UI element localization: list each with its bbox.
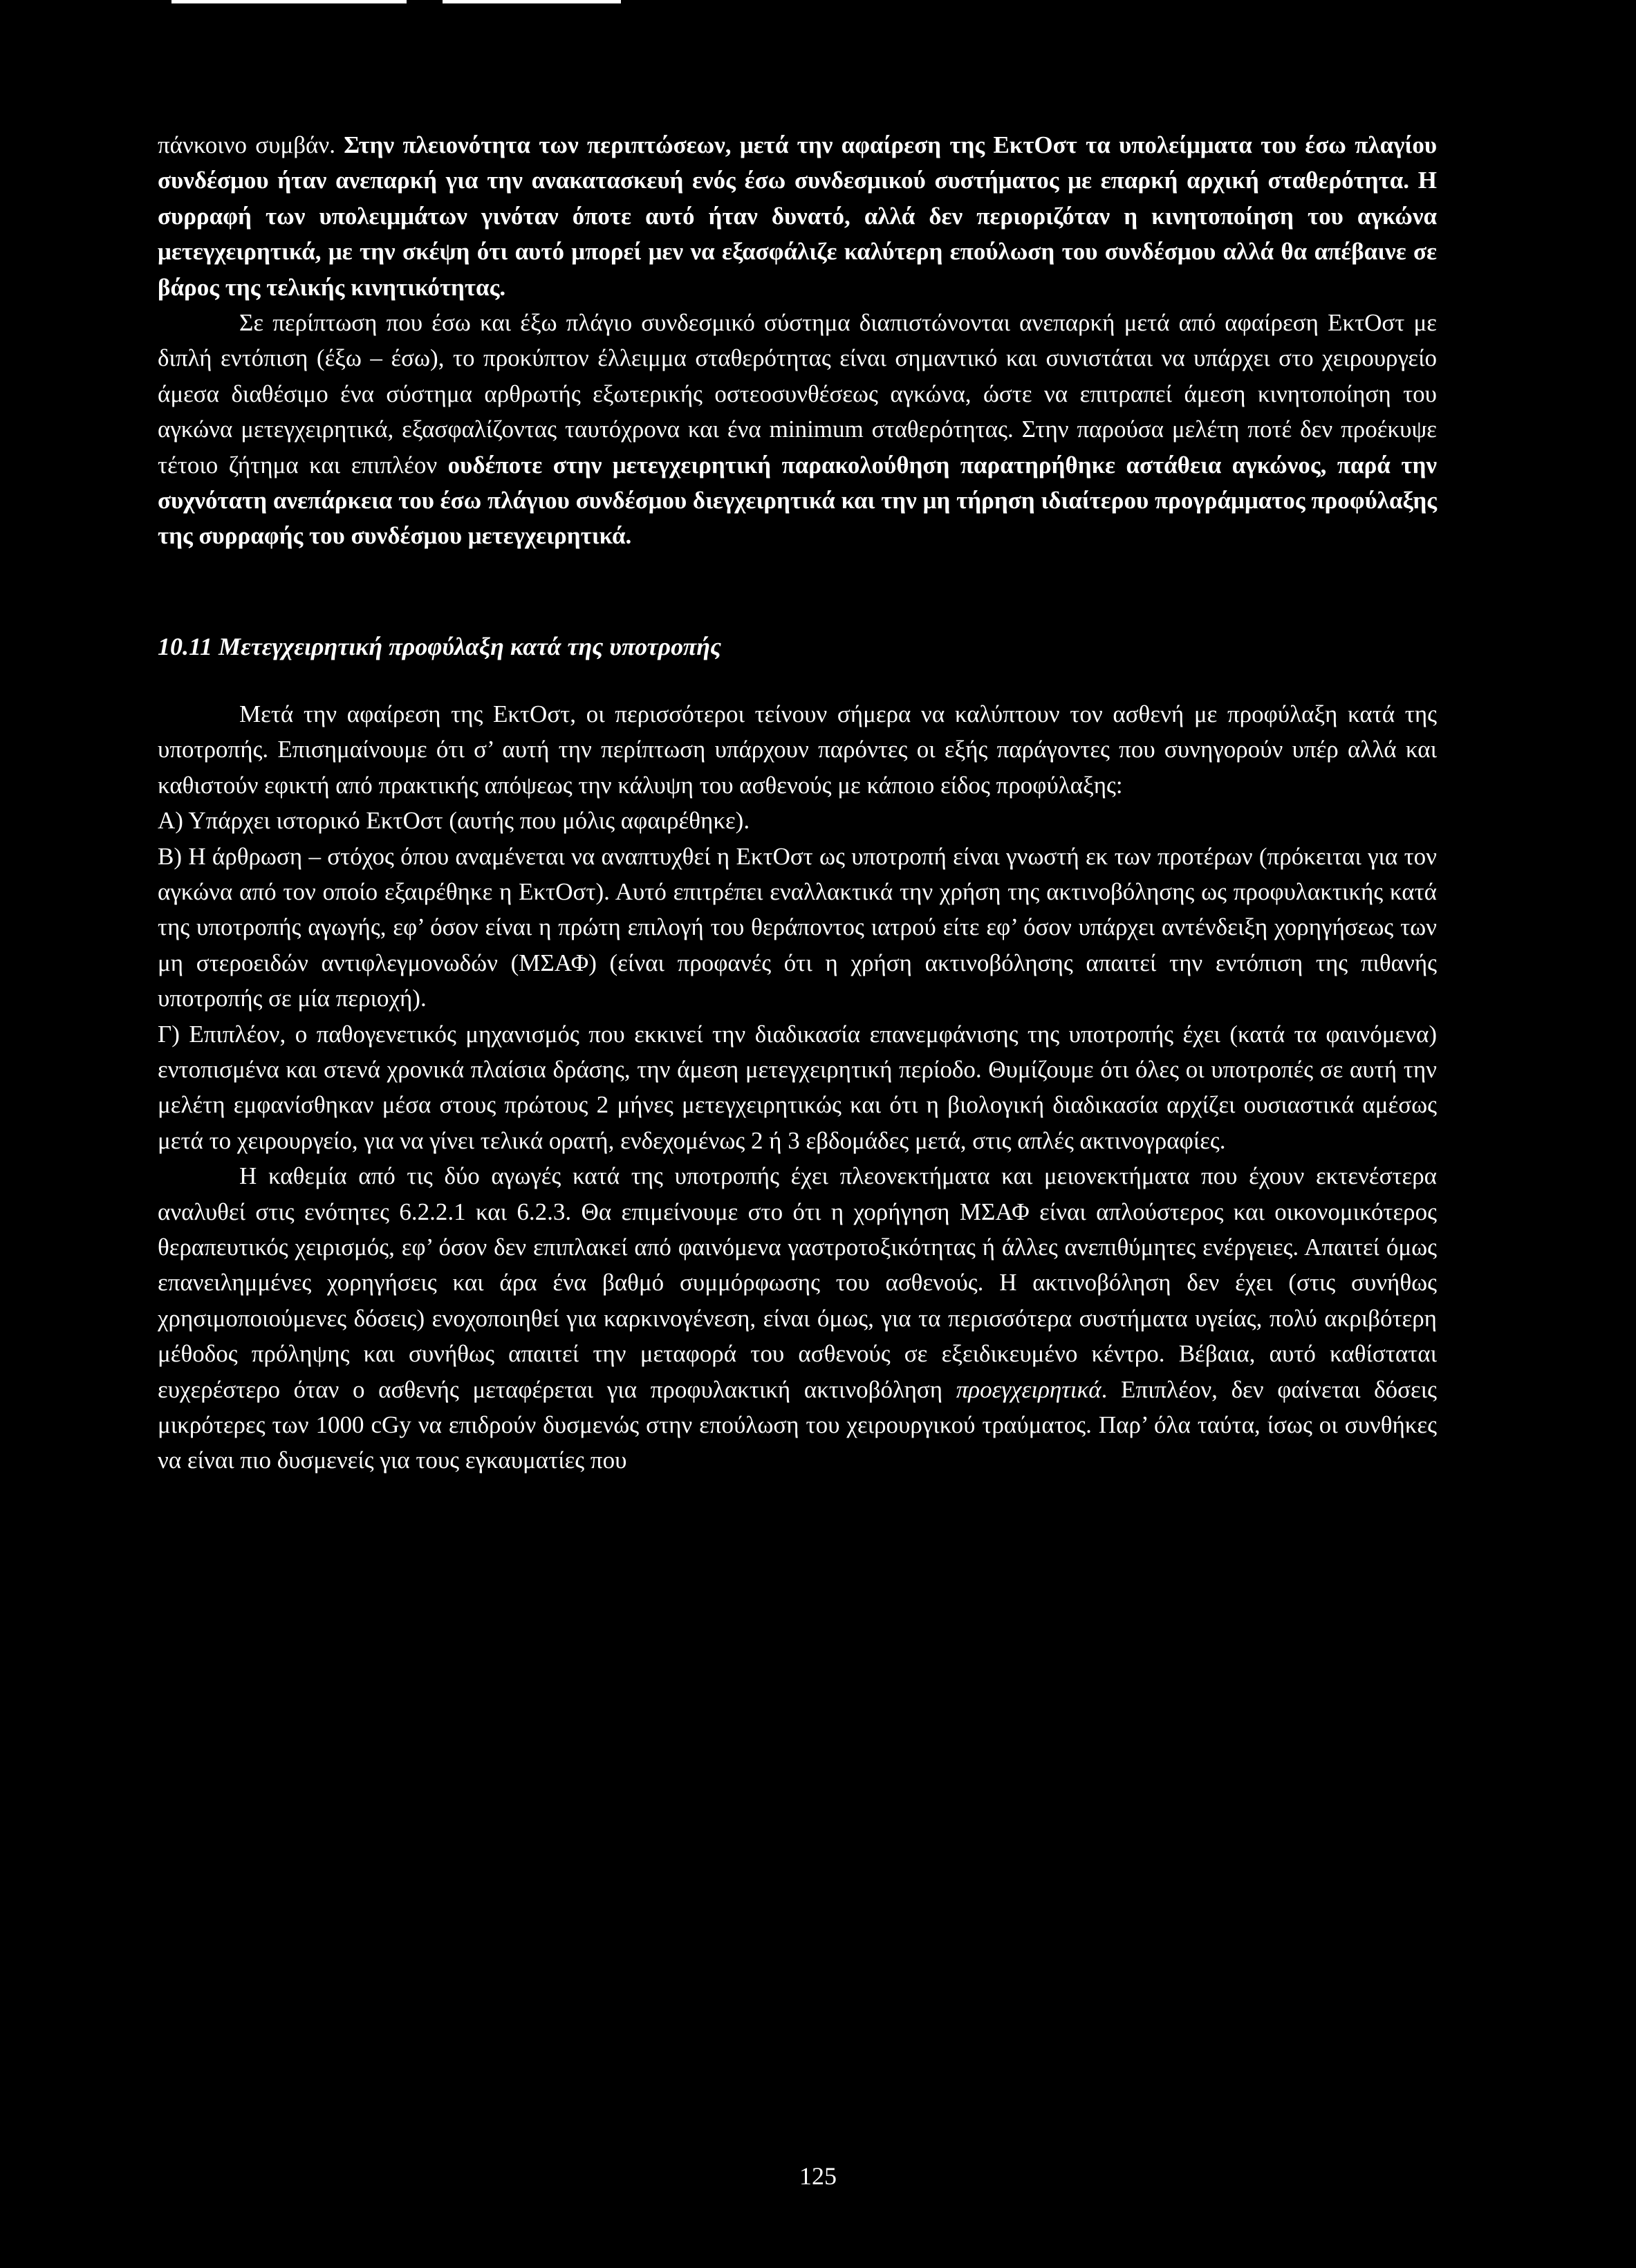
text-run: Β) Η άρθρωση – στόχος όπου αναμένεται να αναπτυχθεί η ΕκτΟστ ως υποτροπή είναι γνωστή εκ των προτέρων (πρόκειται για τον αγκώνα από τον οποίο εξαιρέθηκε η ΕκτΟστ). Αυτό επιτρέπει εναλλακτικά την χρήση της ακτινοβόλησης ως προφυλακτικής κατά της υποτροπής αγωγής, εφ’ όσον είναι η πρώτη επιλογή του θεράποντος ιατρού είτε εφ’ όσον υπάρχει αντένδειξη χορηγήσεως των μη στεροειδών αντιφλεγμονωδών (ΜΣΑΦ) (είναι προφανές ότι η χρήση ακτινοβόλησης απαιτεί την εντόπιση της πιθανής υποτροπής σε μία περιοχή).	[158, 842, 1437, 1012]
paragraph	[158, 696, 1437, 803]
text-run: Σε περίπτωση που έσω και έξω πλάγιο συνδεσμικό σύστημα διαπιστώνονται ανεπαρκή μετά από αφαίρεση ΕκτΟστ με διπλή εντόπιση (έξω – έσω), το προκύπτον έλλειμμα σταθερότητας είναι σημαντικό και συνιστάται να υπάρχει στο χειρουργείο άμεσα διαθέσιμο ένα σύστημα αρθρωτής εξωτερικής οστεοσυνθέσεως αγκώνα, ώστε να επιτραπεί άμεση κινητοποίηση του αγκώνα μετεγχειρητικά, εξασφαλίζοντας ταυτόχρονα και ένα minimum σταθερότητας. Στην παρούσα μελέτη ποτέ δεν προέκυψε τέτοιο ζήτημα και επιπλέον	[158, 309, 1437, 478]
text-run: Α) Υπάρχει ιστορικό ΕκτΟστ (αυτής που μόλις αφαιρέθηκε).	[158, 807, 750, 835]
page-number: 125	[799, 2162, 837, 2190]
list-item-c	[158, 1016, 1437, 1159]
top-rule-right	[443, 0, 621, 3]
text-run: . Επιπλέον, δεν φαίνεται δόσεις μικρότερες των 1000 cGy να επιδρούν δυσμενώς στην επούλωση του χειρουργικού τραύματος. Παρ’ όλα ταύτα, ίσως οι συνθήκες να είναι πιο δυσμενείς για τους εγκαυματίες που	[158, 1375, 1437, 1474]
text-run-bold: Στην πλειονότητα των περιπτώσεων, μετά την αφαίρεση της ΕκτΟστ τα υπολείμματα του έσω πλαγίου συνδέσμου ήταν ανεπαρκή για την ανακατασκευή ενός έσω συνδεσμικού συστήματος με επαρκή αρχική σταθερότητα. Η συρραφή των υπολειμμάτων γινόταν όποτε αυτό ήταν δυνατό, αλλά δεν περιοριζόταν η κινητοποίηση του αγκώνα μετεγχειρητικά, με την σκέψη ότι αυτό μπορεί μεν να εξασφάλιζε καλύτερη επούλωση του συνδέσμου αλλά θα απέβαινε σε βάρος της τελικής κινητικότητας.	[158, 131, 1437, 301]
paragraph	[158, 305, 1437, 554]
paragraph	[158, 127, 1437, 305]
paragraph	[158, 1158, 1437, 1478]
text-run: Γ) Επιπλέον, ο παθογενετικός μηχανισμός που εκκινεί την διαδικασία επανεμφάνισης της υποτροπής έχει (κατά τα φαινόμενα) εντοπισμένα και στενά χρονικά πλαίσια δράσης, την άμεση μετεγχειρητική περίοδο. Θυμίζουμε ότι όλες οι υποτροπές σε αυτή την μελέτη εμφανίσθηκαν μέσα στους πρώτους 2 μήνες μετεγχειρητικώς και ότι η βιολογική διαδικασία αρχίζει ουσιαστικά αμέσως μετά το χειρουργείο, για να γίνει τελικά ορατή, ενδεχομένως 2 ή 3 εβδομάδες μετά, στις απλές ακτινογραφίες.	[158, 1020, 1437, 1154]
text-run: Μετά την αφαίρεση της ΕκτΟστ, οι περισσότεροι τείνουν σήμερα να καλύπτουν τον ασθενή με προφύλαξη κατά της υποτροπής. Επισημαίνουμε ότι σ’ αυτή την περίπτωση υπάρχουν παρόντες οι εξής παράγοντες που συνηγορούν υπέρ αλλά και καθιστούν εφικτή από πρακτικής απόψεως την κάλυψη του ασθενούς με κάποιο είδος προφύλαξης:	[158, 700, 1437, 799]
text-run: Η καθεμία από τις δύο αγωγές κατά της υποτροπής έχει πλεονεκτήματα και μειονεκτήματα που έχουν εκτενέστερα αναλυθεί στις ενότητες 6.2.2.1 και 6.2.3. Θα επιμείνουμε στο ότι η χορήγηση ΜΣΑΦ είναι απλούστερος και οικονομικότερος θεραπευτικός χειρισμός, εφ’ όσον δεν επιπλακεί από φαινόμενα γαστροτοξικότητας ή άλλες ανεπιθύμητες ενέργειες. Απαιτεί όμως επανειλημμένες χορηγήσεις και άρα ένα βαθμό συμμόρφωσης του ασθενούς. Η ακτινοβόληση δεν έχει (στις συνήθως χρησιμοποιούμενες δόσεις) ενοχοποιηθεί για καρκινογένεση, είναι όμως, για τα περισσότερα συστήματα υγείας, πολύ ακριβότερη μέθοδος πρόληψης και συνήθως απαιτεί την μεταφορά του ασθενούς σε εξειδικευμένο κέντρο. Βέβαια, αυτό καθίσταται ευχερέστερο όταν ο ασθενής μεταφέρεται για προφυλακτική ακτινοβόληση	[158, 1162, 1437, 1403]
list-item-a	[158, 803, 1437, 838]
text-run-bold: ουδέποτε στην μετεγχειρητική παρακολούθηση παρατηρήθηκε αστάθεια αγκώνος, παρά την συχνότατη ανεπάρκεια του έσω πλάγιου συνδέσμου διεγχειρητικά και την μη τήρηση ιδιαίτερου προγράμματος προφύλαξης της συρραφής του συνδέσμου μετεγχειρητικά.	[158, 451, 1437, 550]
text-run: πάνκοινο συμβάν.	[158, 131, 344, 158]
section-heading: 10.11 Μετεγχειρητική προφύλαξη κατά της υποτροπής	[158, 632, 722, 660]
page-body	[158, 127, 1437, 1478]
list-item-b	[158, 839, 1437, 1016]
text-run-italic: προεγχειρητικά	[956, 1375, 1101, 1403]
top-rule-left	[171, 0, 407, 3]
